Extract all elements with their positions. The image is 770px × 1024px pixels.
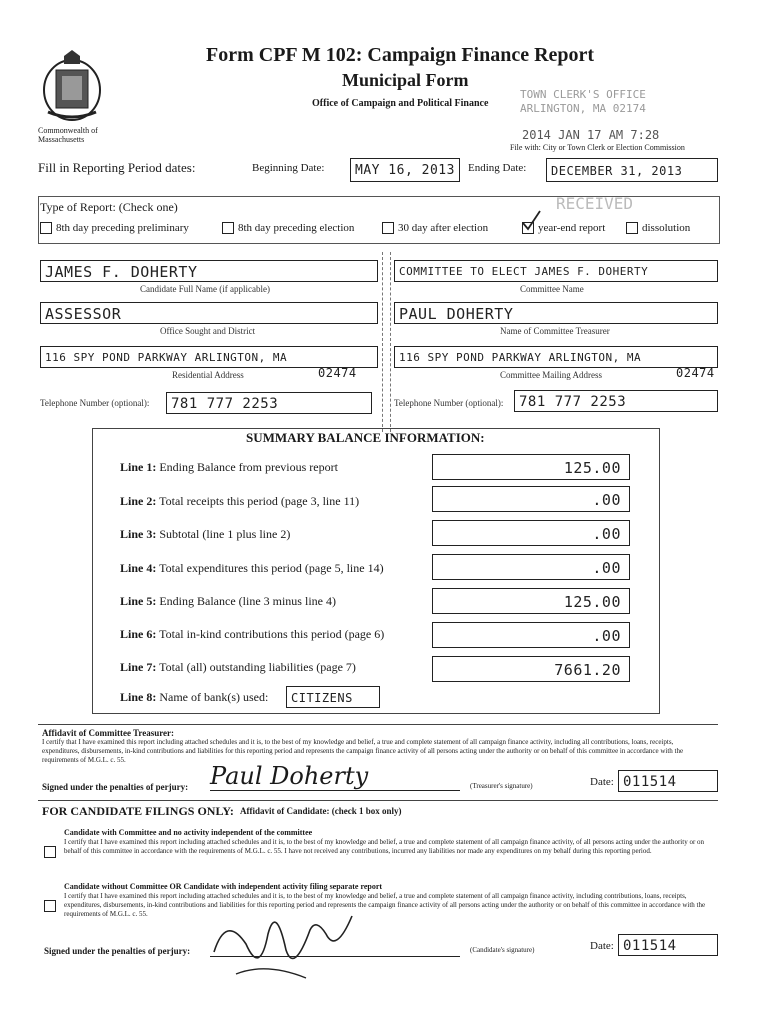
checkbox[interactable] — [382, 222, 394, 234]
line-1-amount[interactable]: 125.00 — [432, 454, 630, 480]
treasurer-name-field[interactable]: PAUL DOHERTY — [394, 302, 718, 324]
option-30-day[interactable] — [382, 222, 488, 234]
line-desc: Name of bank(s) used: — [159, 690, 269, 704]
option-label: 8th day preceding election — [238, 222, 355, 234]
treasurer-affidavit-text: I certify that I have examined this report including attached schedules and it is, to the best of my knowledge and belief, a true and complete statement of all campaign finance activity, including all contributions, loans, receipts, expenditures, disbursements, in-kind contributions and liabilities for this reporting period and represents the campaign finance activity of all persons acting under the authority or on behalf of this committee in accordance with the requirements of M.G.L. c. 55. — [42, 738, 684, 764]
candidate-signed-label: Signed under the penalties of perjury: — [44, 946, 191, 956]
checkbox[interactable] — [44, 900, 56, 912]
checkbox-checked[interactable] — [522, 222, 534, 234]
address-text: 116 SPY POND PARKWAY ARLINGTON, MA — [399, 351, 642, 364]
candidate-phone-field[interactable]: 781 777 2253 — [166, 392, 372, 414]
candidate-date-field[interactable]: 011514 — [618, 934, 718, 956]
treasurer-date-field[interactable]: 011514 — [618, 770, 718, 792]
line-desc: Ending Balance (line 3 minus line 4) — [159, 594, 336, 608]
committee-zip: 02474 — [676, 366, 715, 380]
ending-date-label: Ending Date: — [468, 162, 527, 174]
line-2-amount[interactable]: .00 — [432, 486, 630, 512]
summary-title: SUMMARY BALANCE INFORMATION: — [246, 430, 485, 445]
option-without-committee-title: Candidate without Committee OR Candidate with independent activity filing separate report — [64, 882, 383, 891]
form-subtitle: Municipal Form — [342, 70, 469, 90]
line-number: Line 5: — [120, 594, 157, 608]
bank-name-field[interactable]: CITIZENS — [286, 686, 380, 708]
line-number: Line 7: — [120, 660, 157, 674]
checkbox[interactable] — [626, 222, 638, 234]
line-desc: Total (all) outstanding liabilities (page 7) — [159, 660, 356, 674]
checkbox[interactable] — [222, 222, 234, 234]
clerk-stamp-line2: ARLINGTON, MA 02174 — [520, 102, 646, 115]
line-4-amount[interactable]: .00 — [432, 554, 630, 580]
line-number: Line 3: — [120, 527, 157, 541]
beginning-date-field[interactable]: MAY 16, 2013 — [350, 158, 460, 182]
treasurer-date-label: Date: — [590, 776, 614, 788]
office-sought-field[interactable]: ASSESSOR — [40, 302, 378, 324]
checkbox[interactable] — [44, 846, 56, 858]
line-desc: Subtotal (line 1 plus line 2) — [159, 527, 291, 541]
line-7-amount[interactable]: 7661.20 — [432, 656, 630, 682]
option-year-end[interactable] — [522, 222, 605, 234]
residential-address-label: Residential Address — [172, 370, 244, 380]
received-stamp: RECEIVED — [556, 194, 634, 213]
line-number: Line 1: — [120, 460, 157, 474]
treasurer-signature-line — [210, 790, 460, 791]
summary-line — [120, 460, 338, 475]
file-with-label: File with: City or Town Clerk or Election Commission — [510, 143, 685, 152]
line-number: Line 8: — [120, 690, 157, 704]
beginning-date-label: Beginning Date: — [252, 162, 325, 174]
line-desc: Total receipts this period (page 3, line 11) — [159, 494, 360, 508]
commonwealth-label: Commonwealth of Massachusetts — [38, 126, 98, 144]
committee-name-field[interactable]: COMMITTEE TO ELECT JAMES F. DOHERTY — [394, 260, 718, 282]
candidate-date-label: Date: — [590, 940, 614, 952]
candidate-filings-subtitle: Affidavit of Candidate: (check 1 box only) — [240, 806, 402, 816]
committee-phone-label: Telephone Number (optional): — [394, 398, 504, 408]
treasurer-signature-caption: (Treasurer's signature) — [470, 782, 533, 790]
treasurer-signed-label: Signed under the penalties of perjury: — [42, 782, 189, 792]
checkmark-icon — [521, 209, 541, 231]
treasurer-affidavit-title: Affidavit of Committee Treasurer: — [42, 728, 175, 738]
option-label: dissolution — [642, 222, 691, 234]
state-seal — [40, 50, 104, 122]
summary-line — [120, 660, 356, 675]
candidate-phone-label: Telephone Number (optional): — [40, 398, 150, 408]
candidate-signature-icon[interactable] — [206, 904, 356, 984]
clerk-stamp-line1: TOWN CLERK'S OFFICE — [520, 88, 646, 101]
option-without-committee-text: I certify that I have examined this report including attached schedules and it is, to the best of my knowledge and belief, a true and complete statement of all campaign finance activity, including contributions, loans, receipts, expenditures, disbursements, in-kind contributions and liabilities for this reporting period and represents the campaign finance activity of all persons acting under the authority or on behalf of this committee in accordance with the requirements of M.G.L. c. 55. — [64, 892, 706, 918]
option-dissolution[interactable] — [626, 222, 690, 234]
line-desc: Total expenditures this period (page 5, line 14) — [159, 561, 384, 575]
summary-line — [120, 627, 384, 642]
option-with-committee-title: Candidate with Committee and no activity independent of the committee — [64, 828, 313, 837]
option-label: 8th day preceding preliminary — [56, 222, 189, 234]
period-label: Fill in Reporting Period dates: — [38, 160, 196, 175]
committee-address-field[interactable] — [394, 346, 718, 368]
clerk-stamp-date: 2014 JAN 17 AM 7:28 — [522, 128, 660, 142]
address-text: 116 SPY POND PARKWAY ARLINGTON, MA — [45, 351, 288, 364]
summary-line — [120, 527, 290, 542]
treasurer-name-label: Name of Committee Treasurer — [500, 326, 610, 336]
candidate-filings-title: FOR CANDIDATE FILINGS ONLY: — [42, 804, 234, 818]
ending-date-field[interactable]: DECEMBER 31, 2013 — [546, 158, 718, 182]
candidate-signature-caption: (Candidate's signature) — [470, 946, 535, 954]
option-with-committee-text: I certify that I have examined this report including attached schedules and it is, to the best of my knowledge and belief, a true and complete statement of all campaign finance activity, of all persons acting under the authority or on behalf of this committee in accordance with the requirements of M.G.L. c. 55. I have not received any contributions, incurred any liabilities nor made any expenditures on my behalf during this reporting period. — [64, 838, 705, 855]
office-name: Office of Campaign and Political Finance — [312, 98, 489, 109]
line-desc: Total in-kind contributions this period (page 6) — [159, 627, 385, 641]
summary-line — [120, 494, 359, 509]
candidate-name-label: Candidate Full Name (if applicable) — [140, 284, 270, 294]
line-3-amount[interactable]: .00 — [432, 520, 630, 546]
option-label: year-end report — [538, 222, 606, 234]
line-6-amount[interactable]: .00 — [432, 622, 630, 648]
line-number: Line 4: — [120, 561, 157, 575]
report-type-label: Type of Report: (Check one) — [40, 200, 178, 214]
residential-zip: 02474 — [318, 366, 357, 380]
treasurer-signature[interactable]: Paul Doherty — [210, 762, 369, 790]
summary-line — [120, 594, 336, 609]
option-8th-election[interactable] — [222, 222, 354, 234]
committee-phone-field[interactable]: 781 777 2253 — [514, 390, 718, 412]
line-number: Line 6: — [120, 627, 157, 641]
line-desc: Ending Balance from previous report — [159, 460, 338, 474]
committee-name-label: Committee Name — [520, 284, 584, 294]
summary-line-bank — [120, 690, 268, 705]
summary-line — [120, 561, 384, 576]
committee-address-label: Committee Mailing Address — [500, 370, 602, 380]
option-label: 30 day after election — [398, 222, 489, 234]
candidate-name-field[interactable]: JAMES F. DOHERTY — [40, 260, 378, 282]
residential-address-field[interactable] — [40, 346, 378, 368]
line-5-amount[interactable]: 125.00 — [432, 588, 630, 614]
checkbox[interactable] — [40, 222, 52, 234]
form-title: Form CPF M 102: Campaign Finance Report — [206, 44, 595, 66]
line-number: Line 2: — [120, 494, 157, 508]
office-sought-label: Office Sought and District — [160, 326, 256, 336]
option-8th-preliminary[interactable] — [40, 222, 189, 234]
